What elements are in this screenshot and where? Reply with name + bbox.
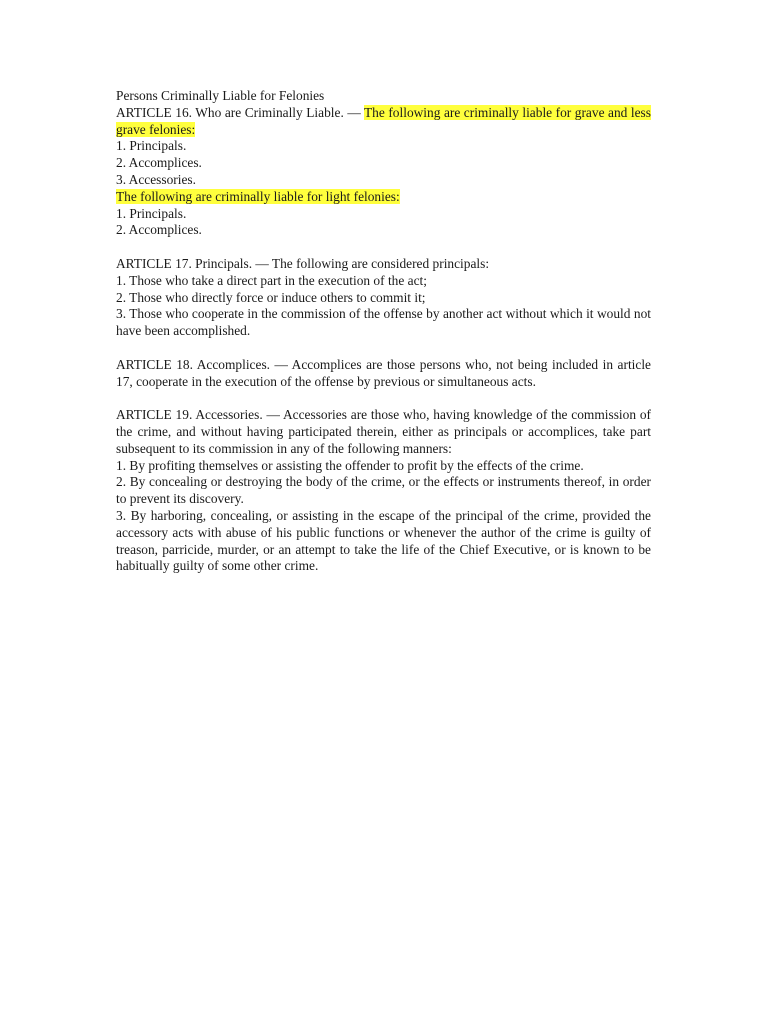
document-page bbox=[116, 88, 651, 575]
highlight-grave-felonies: The following are criminally liable for grave and less grave felonies: bbox=[116, 104, 651, 137]
list-item: 3. By harboring, concealing, or assisting in the escape of the principal of the crime, provided the accessory acts with abuse of his public functions or whenever the author of the crime is guilty of treason, parricide, murder, or an attempt to take the life of the Chief Executive, or is known to be habitually guilty of some other crime. bbox=[116, 507, 651, 574]
list-item: 2. Accomplices. bbox=[116, 155, 202, 171]
article-17-heading: ARTICLE 17. Principals. — The following are considered principals: bbox=[116, 255, 490, 271]
paragraph-gap bbox=[116, 340, 651, 357]
highlight-light-felonies: The following are criminally liable for light felonies: bbox=[116, 188, 400, 204]
list-item: 1. By profiting themselves or assisting the offender to profit by the effects of the crime. bbox=[116, 457, 584, 473]
paragraph-gap bbox=[116, 239, 651, 256]
list-item: 1. Those who take a direct part in the execution of the act; bbox=[116, 272, 427, 288]
list-item: 3. Accessories. bbox=[116, 171, 196, 187]
light-felonies-heading bbox=[116, 189, 651, 206]
article-18-paragraph: ARTICLE 18. Accomplices. — Accomplices are those persons who, not being included in article 17, cooperate in the execution of the offense by previous or simultaneous acts. bbox=[116, 356, 651, 389]
article-19-paragraph: ARTICLE 19. Accessories. — Accessories are those who, having knowledge of the commission of the crime, and without having participated therein, either as principals or accomplices, take part subsequent to its commission in any of the following manners: bbox=[116, 407, 651, 456]
list-item: 1. Principals. bbox=[116, 205, 187, 221]
list-item: 2. Accomplices. bbox=[116, 222, 202, 238]
article-16-heading bbox=[116, 105, 651, 139]
article-16-lead: ARTICLE 16. Who are Criminally Liable. — bbox=[116, 104, 364, 120]
list-item: 1. Principals. bbox=[116, 138, 187, 154]
list-item: 2. Those who directly force or induce others to commit it; bbox=[116, 289, 426, 305]
list-item: 2. By concealing or destroying the body of the crime, or the effects or instruments thereof, in order to prevent its discovery. bbox=[116, 474, 651, 507]
document-title: Persons Criminally Liable for Felonies bbox=[116, 88, 325, 103]
paragraph-gap bbox=[116, 390, 651, 407]
list-item: 3. Those who cooperate in the commission of the offense by another act without which it would not have been accomplished. bbox=[116, 306, 651, 339]
